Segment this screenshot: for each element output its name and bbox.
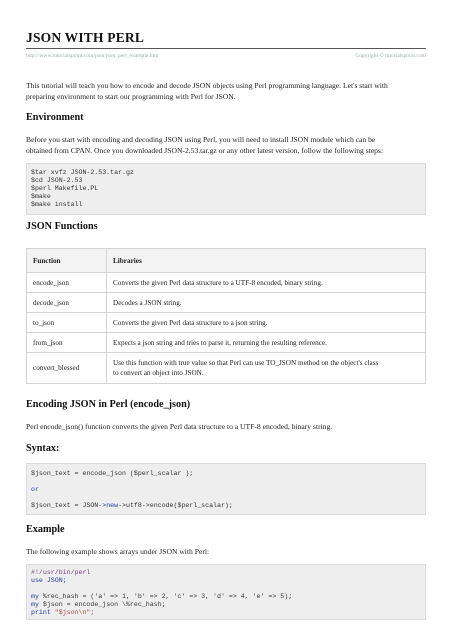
code-use: use JSON; [31, 577, 67, 584]
install-code-block [26, 163, 426, 215]
function-description: Expects a json string and tries to parse it, returning the resulting reference. [107, 333, 426, 353]
code-token: new [106, 502, 119, 509]
code-line [31, 593, 292, 600]
function-name: decode_json [27, 293, 107, 313]
source-url-link[interactable]: http://www.tutorialspoint.com/json/json_perl_example.htm [26, 53, 159, 59]
page-title: JSON WITH PERL [26, 30, 145, 45]
code-token: $json_text = JSON [31, 502, 99, 509]
intro-line-1: This tutorial will teach you how to encode and decode JSON objects using Perl programming language. Let's start with [26, 81, 388, 90]
code-token: %rec_hash = ('a' => 1, 'b' => 2, 'c' => 3, 'd' => 4, 'e' => 5); [38, 593, 293, 600]
syntax-heading: Syntax: [26, 443, 60, 454]
functions-heading: JSON Functions [26, 221, 98, 232]
function-name: convert_blessed [27, 353, 107, 384]
code-token: ->utf8->encode($perl_scalar); [118, 502, 233, 509]
example-code-block [26, 564, 426, 620]
example-paragraph: The following example shows arrays under JSON with Perl: [26, 547, 210, 556]
environment-heading: Environment [26, 112, 84, 123]
description-line-2: to convert an object into JSON. [113, 369, 204, 377]
code-line: $tar xvfz JSON-2.53.tar.gz [31, 169, 134, 176]
description-line-1: Use this function with true value so that Perl can use TO_JSON method on the object's class [113, 359, 379, 367]
code-line: $make install [31, 201, 83, 208]
syntax-code-block [26, 463, 426, 515]
column-header: Function [27, 249, 107, 273]
encoding-heading: Encoding JSON in Perl (encode_json) [26, 399, 191, 410]
column-header: Libraries [107, 249, 426, 273]
code-line [31, 609, 94, 616]
table-row [27, 273, 426, 293]
syntax-or: or [31, 486, 39, 493]
function-name: from_json [27, 333, 107, 353]
code-token: my [31, 593, 39, 600]
code-line: $make [31, 193, 51, 200]
function-name: to_json [27, 313, 107, 333]
environment-paragraph [26, 134, 426, 156]
copyright-text: Copyright © tutorialspoint.com [355, 53, 426, 59]
code-line: $perl Makefile.PL [31, 185, 99, 192]
function-description: Decodes a JSON string. [107, 293, 426, 313]
function-name: encode_json [27, 273, 107, 293]
document-page [26, 0, 426, 640]
table-header-row [27, 249, 426, 273]
functions-table [26, 248, 426, 384]
intro-line-2: preparing environment to start our programming with Perl for JSON. [26, 92, 236, 101]
encoding-paragraph: Perl encode_json() function converts the given Perl data structure to a UTF-8 encoded, binary string. [26, 422, 333, 431]
code-token: -> [98, 502, 107, 509]
table-row [27, 353, 426, 384]
code-token: my [31, 601, 39, 608]
table-row [27, 313, 426, 333]
intro-paragraph [26, 80, 426, 102]
code-token: $json = encode_json \%rec_hash; [38, 601, 166, 608]
title-rule [26, 48, 426, 49]
syntax-line-1: $json_text = encode_json ($perl_scalar ); [31, 470, 194, 477]
code-token: print [31, 609, 51, 616]
syntax-line-3 [31, 502, 233, 509]
example-heading: Example [26, 524, 65, 535]
environment-line-1: Before you start with encoding and decoding JSON using Perl, you will need to install JSON module which can be [26, 135, 376, 144]
code-line: $cd JSON-2.53 [31, 177, 83, 184]
environment-line-2: obtained from CPAN. Once you downloaded JSON-2.53.tar.gz or any other latest version, follow the following steps: [26, 146, 383, 155]
table-row [27, 333, 426, 353]
function-description: Converts the given Perl data structure to a json string. [107, 313, 426, 333]
table-row [27, 293, 426, 313]
code-line [31, 601, 166, 608]
function-description: Converts the given Perl data structure to a UTF-8 encoded, binary string. [107, 273, 426, 293]
function-description [107, 353, 426, 384]
code-shebang: #!/usr/bin/perl [31, 569, 91, 576]
code-token: "$json\n"; [50, 609, 95, 616]
